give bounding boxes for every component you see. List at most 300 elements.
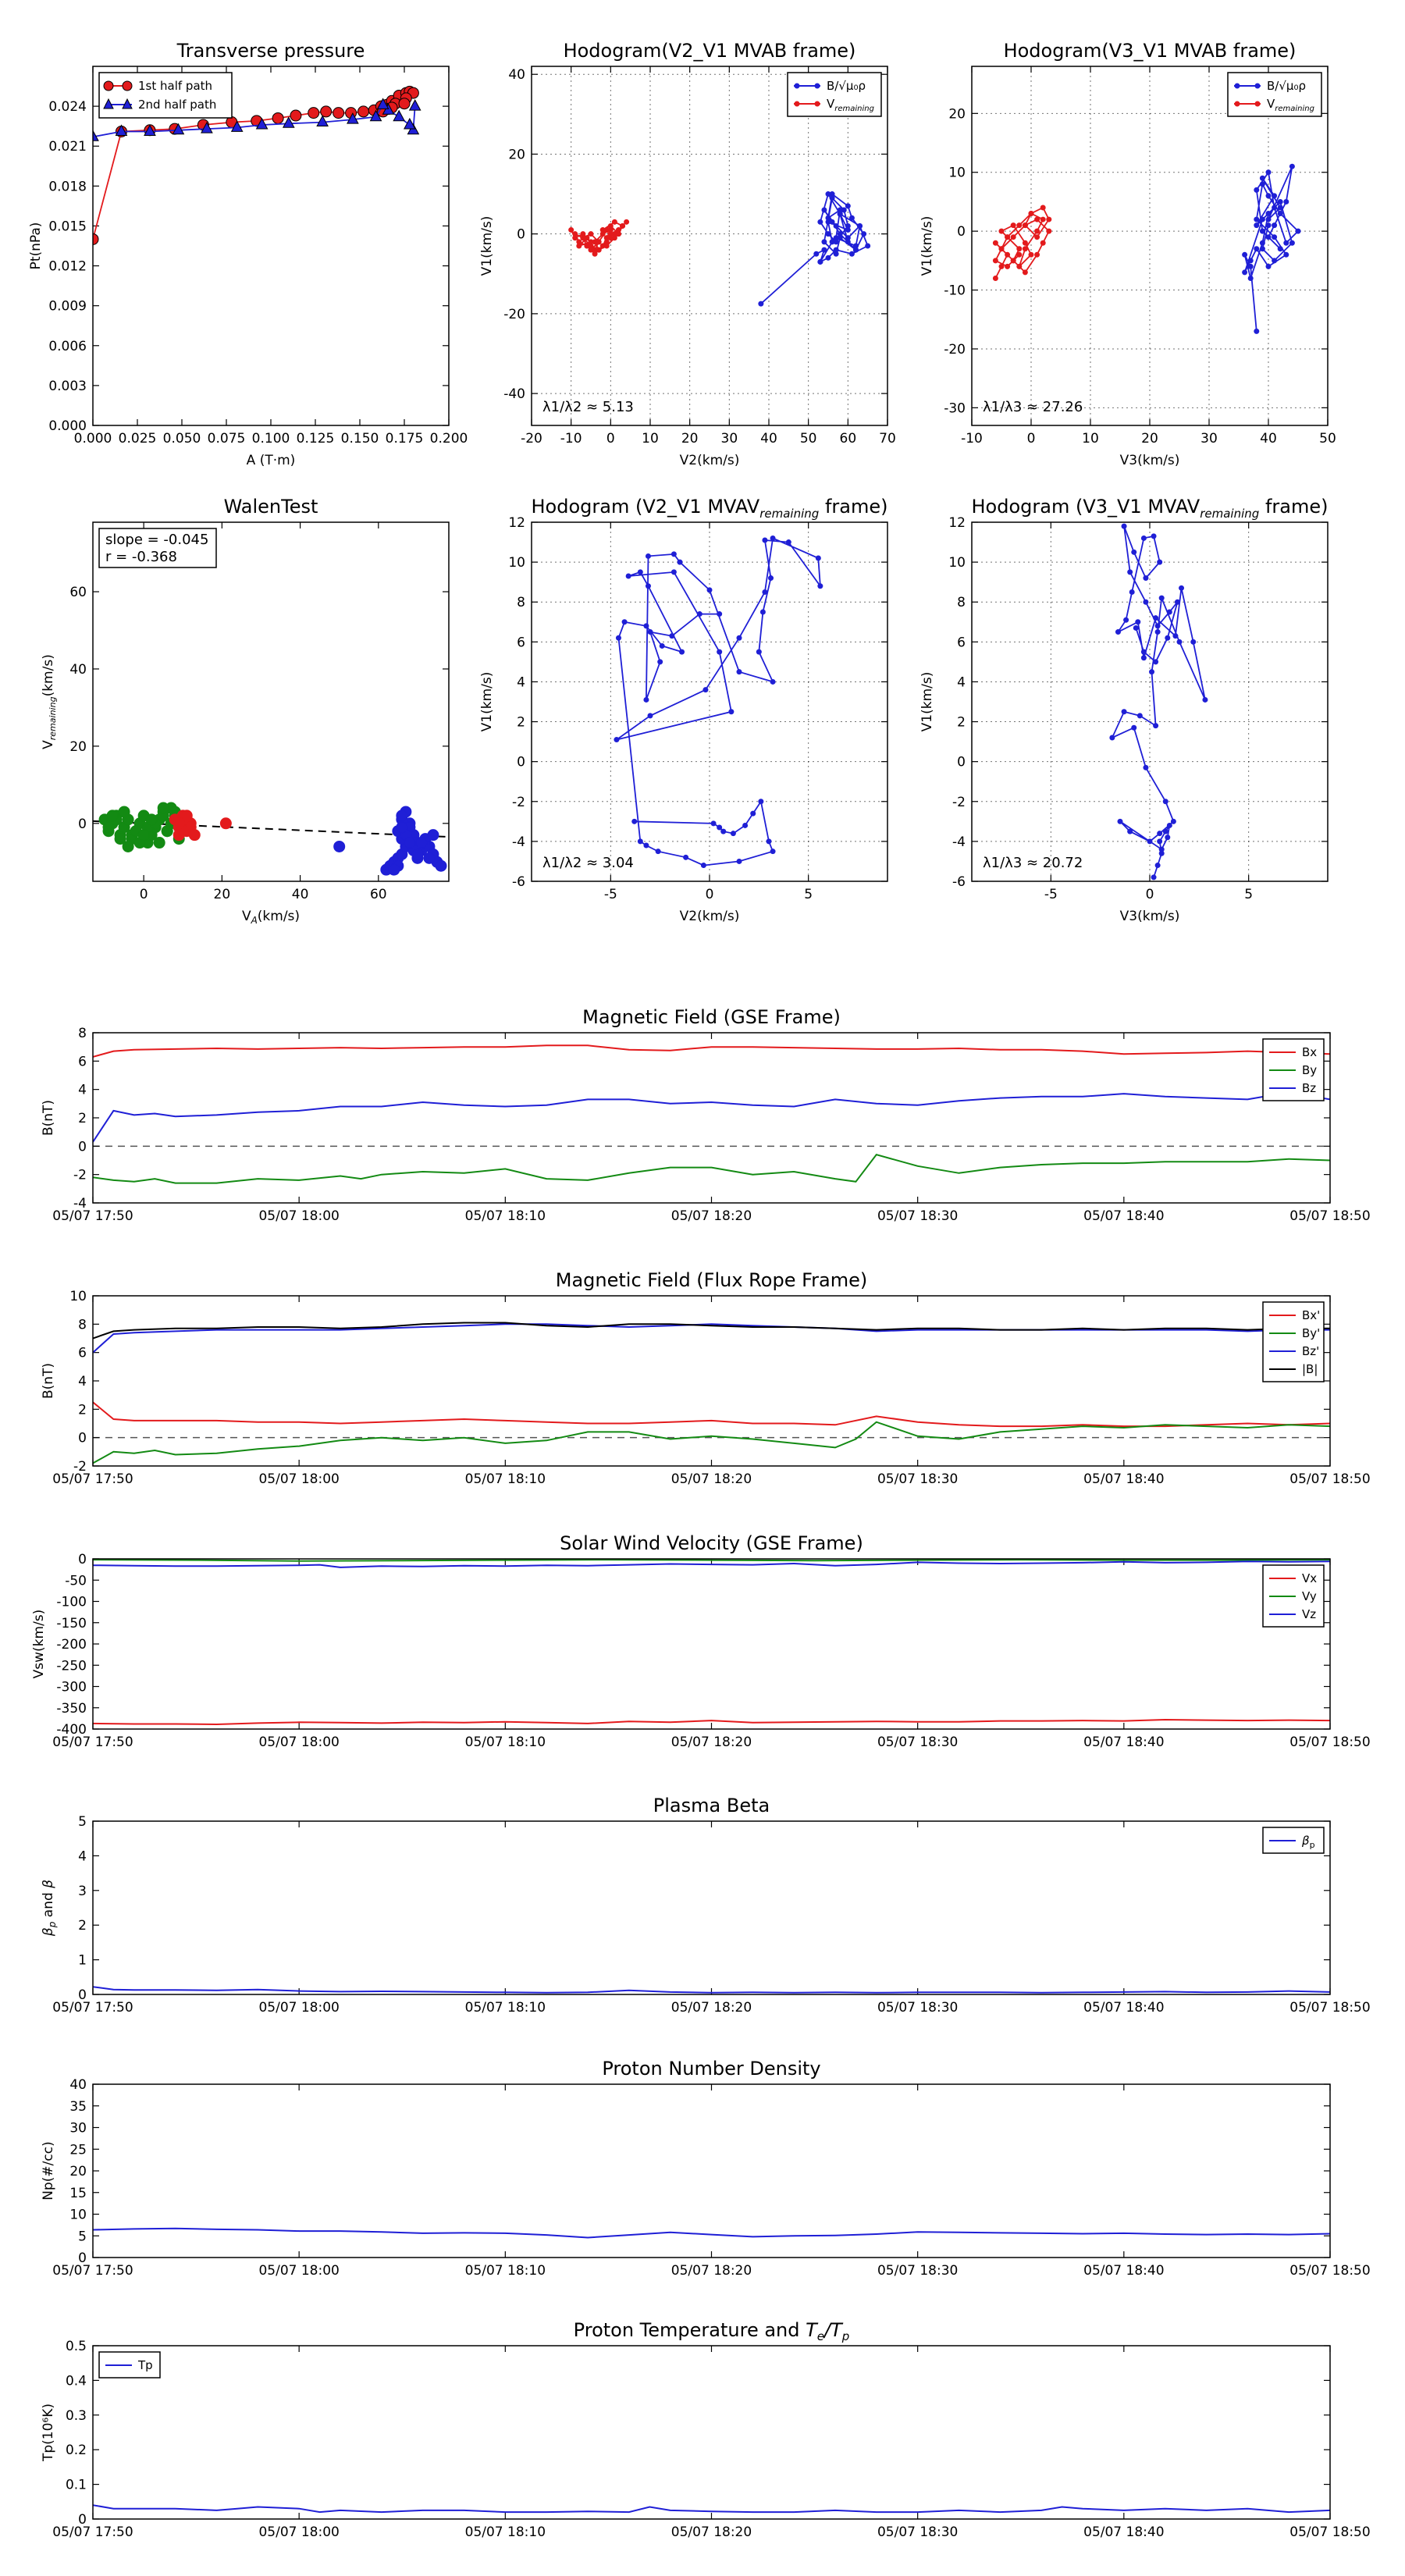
- y-tick-label: 4: [78, 1082, 87, 1098]
- data-point: [389, 864, 400, 875]
- data-point: [592, 251, 598, 257]
- data-point: [334, 841, 345, 852]
- x-tick-label: 05/07 18:30: [877, 2524, 959, 2540]
- data-point: [657, 659, 663, 664]
- data-point: [1141, 649, 1147, 655]
- data-point: [999, 229, 1005, 234]
- data-point: [1023, 246, 1028, 251]
- legend-label: Bz': [1302, 1344, 1320, 1358]
- data-point: [1155, 863, 1161, 868]
- legend-label: By': [1302, 1326, 1321, 1340]
- data-point: [1023, 240, 1028, 246]
- data-point: [1157, 831, 1162, 836]
- y-axis-label: Vsw(km/s): [31, 1609, 47, 1679]
- data-point: [834, 247, 839, 253]
- data-point: [1254, 187, 1259, 193]
- data-point: [643, 697, 649, 703]
- x-tick-label: 70: [879, 431, 896, 447]
- data-point: [1254, 329, 1259, 334]
- x-tick-label: 05/07 18:20: [670, 2263, 752, 2279]
- legend-label: By: [1302, 1063, 1318, 1077]
- x-tick-label: 05/07 18:10: [464, 2524, 546, 2540]
- x-tick-label: 5: [1244, 887, 1254, 902]
- y-tick-label: 2: [78, 1111, 87, 1126]
- chart-title: Hodogram (V2_V1 $MVAV_{remaining}$ frame): [531, 496, 888, 521]
- y-tick-label: 4: [78, 1848, 87, 1865]
- data-point: [720, 829, 726, 834]
- legend-label: Bz: [1302, 1081, 1317, 1095]
- y-tick-label: 15: [69, 2185, 87, 2201]
- x-axis-label: V2(km/s): [679, 453, 740, 468]
- data-point: [1016, 264, 1022, 269]
- y-axis-label: B(nT): [41, 1362, 56, 1400]
- data-point: [162, 826, 173, 837]
- legend-label: $\beta_p$: [1302, 1834, 1315, 1850]
- data-point: [638, 569, 643, 575]
- data-point: [816, 556, 821, 561]
- data-point: [604, 235, 610, 240]
- data-point: [999, 264, 1005, 269]
- data-point: [683, 855, 688, 860]
- data-point: [612, 231, 617, 237]
- y-tick-label: 12: [508, 515, 525, 531]
- x-tick-label: 10: [642, 431, 659, 447]
- data-point: [1153, 723, 1158, 728]
- x-tick-label: 05/07 18:00: [258, 2263, 340, 2279]
- data-point: [758, 799, 763, 804]
- data-point: [834, 223, 839, 229]
- data-point: [1143, 575, 1148, 581]
- data-point: [1278, 205, 1283, 210]
- x-axis-label: A (T·m): [246, 453, 296, 468]
- data-point: [1157, 560, 1162, 565]
- x-tick-label: -5: [603, 887, 617, 902]
- chart-title: Plasma Beta: [653, 1795, 770, 1816]
- data-point: [1167, 823, 1172, 828]
- data-point: [1127, 569, 1133, 575]
- data-point: [1129, 589, 1135, 595]
- data-point: [702, 687, 708, 692]
- data-point: [1118, 819, 1123, 824]
- data-point: [1155, 623, 1161, 628]
- data-point: [717, 825, 722, 831]
- y-axis-label: V1(km/s): [919, 215, 935, 276]
- legend-marker: [1235, 101, 1240, 107]
- data-point: [817, 259, 823, 265]
- data-point: [576, 239, 582, 244]
- y-tick-label: 6: [78, 1345, 87, 1361]
- x-tick-label: 0.100: [251, 431, 290, 447]
- data-point: [568, 227, 574, 233]
- y-tick-label: 8: [517, 595, 525, 611]
- data-point: [671, 551, 677, 557]
- data-point: [1151, 874, 1157, 880]
- data-point: [1143, 600, 1148, 605]
- legend: [1263, 1302, 1324, 1382]
- y-tick-label: 60: [69, 585, 87, 601]
- data-point: [845, 223, 851, 229]
- data-point: [1023, 269, 1028, 275]
- y-tick-label: 30: [69, 2120, 87, 2137]
- series-line-B/√μ₀ρ: [1245, 166, 1298, 331]
- x-tick-label: 0: [1026, 431, 1036, 447]
- axes-frame: [93, 2084, 1330, 2258]
- eigen-ratio-annotation: λ1/λ2 ≈ 5.13: [542, 399, 634, 415]
- data-point: [1147, 838, 1153, 844]
- data-point: [290, 110, 301, 121]
- data-point: [1163, 829, 1168, 834]
- data-point: [1171, 819, 1176, 824]
- y-tick-label: 1: [78, 1952, 87, 1969]
- data-point: [845, 235, 851, 240]
- axes-frame: [93, 1296, 1330, 1466]
- data-point: [760, 610, 766, 615]
- data-point: [1248, 276, 1254, 281]
- x-tick-label: 05/07 18:50: [1289, 1735, 1371, 1750]
- data-point: [622, 619, 628, 624]
- legend-marker: [795, 84, 800, 89]
- x-tick-label: 05/07 18:50: [1289, 2263, 1371, 2279]
- data-point: [646, 553, 651, 559]
- x-tick-label: -10: [961, 431, 983, 447]
- x-tick-label: 05/07 18:00: [258, 1208, 340, 1224]
- data-point: [1260, 181, 1265, 187]
- data-point: [1155, 629, 1161, 635]
- data-point: [1260, 176, 1265, 181]
- data-point: [404, 838, 415, 849]
- data-point: [1153, 615, 1158, 621]
- y-axis-label: Tp(10⁶K): [41, 2403, 56, 2462]
- y-tick-label: 20: [948, 106, 966, 123]
- data-point: [436, 860, 446, 871]
- legend-marker: [1255, 84, 1261, 89]
- legend-marker: [815, 84, 820, 89]
- data-point: [1029, 211, 1034, 216]
- data-point: [1005, 264, 1010, 269]
- data-point: [728, 709, 734, 714]
- legend-label: Tp: [138, 2358, 153, 2372]
- y-tick-label: 0: [78, 2250, 87, 2266]
- data-point: [697, 611, 702, 617]
- data-point: [173, 818, 184, 829]
- data-point: [1011, 234, 1016, 240]
- y-tick-label: -30: [944, 400, 966, 417]
- data-point: [631, 819, 637, 824]
- y-tick-label: 0.5: [65, 2339, 87, 2354]
- panel-bfr: [41, 1269, 1371, 1487]
- y-tick-label: 0.2: [65, 2443, 87, 2459]
- data-point: [1283, 240, 1289, 246]
- data-point: [830, 219, 835, 225]
- x-tick-label: 05/07 18:10: [464, 1471, 546, 1487]
- data-point: [1283, 252, 1289, 258]
- data-point: [643, 623, 649, 628]
- data-point: [589, 244, 594, 249]
- plot-area-walen: [93, 802, 449, 875]
- data-point: [1260, 246, 1265, 251]
- data-point: [701, 863, 706, 868]
- y-tick-label: -2: [512, 794, 525, 810]
- y-tick-label: 10: [948, 165, 966, 181]
- data-point: [646, 583, 651, 589]
- x-tick-label: 0: [606, 431, 615, 447]
- y-tick-label: 20: [69, 738, 87, 755]
- panel-h13r: [919, 496, 1328, 924]
- plot-area-h13r: [1109, 524, 1208, 881]
- y-tick-label: 0.000: [48, 418, 87, 434]
- data-point: [999, 246, 1005, 251]
- plot-area-vsw: [93, 1560, 1330, 1724]
- data-point: [616, 635, 621, 641]
- data-point: [1172, 633, 1178, 639]
- y-tick-label: 0.4: [65, 2373, 87, 2389]
- data-point: [857, 223, 863, 229]
- data-point: [1175, 600, 1180, 605]
- x-tick-label: 30: [720, 431, 738, 447]
- x-tick-label: 0.175: [385, 431, 424, 447]
- data-point: [849, 251, 855, 257]
- data-point: [189, 830, 200, 841]
- y-tick-label: 2: [957, 714, 966, 731]
- data-point: [770, 849, 776, 854]
- data-point: [580, 235, 585, 240]
- data-point: [817, 583, 823, 589]
- data-point: [612, 219, 617, 225]
- data-point: [830, 195, 835, 201]
- chart-title: Proton Temperature and $T_e/T_p$: [573, 2319, 850, 2343]
- x-tick-label: 05/07 18:00: [258, 1471, 340, 1487]
- plot-area-tp: [93, 2505, 1330, 2512]
- y-tick-label: 0: [78, 1139, 87, 1155]
- data-point: [596, 239, 602, 244]
- y-tick-label: -100: [56, 1594, 87, 1610]
- panel-h12: [479, 40, 896, 468]
- x-tick-label: 05/07 17:50: [52, 2524, 133, 2540]
- data-point: [1157, 838, 1162, 844]
- chart-title: WalenTest: [223, 496, 318, 518]
- series-line-Vy: [93, 1560, 1330, 1561]
- x-tick-label: 10: [1082, 431, 1099, 447]
- y-tick-label: -40: [503, 386, 525, 403]
- data-point: [1272, 222, 1277, 228]
- data-point: [821, 208, 827, 213]
- x-tick-label: 05/07 18:00: [258, 2000, 340, 2016]
- y-tick-label: 10: [948, 555, 966, 571]
- data-point: [220, 818, 231, 829]
- data-point: [397, 822, 407, 833]
- y-tick-label: 2: [78, 1918, 87, 1934]
- data-point: [643, 843, 649, 849]
- data-point: [1266, 222, 1272, 228]
- data-point: [1242, 269, 1247, 275]
- data-point: [768, 575, 774, 581]
- y-tick-label: -50: [65, 1573, 87, 1589]
- data-point: [1151, 533, 1157, 539]
- data-point: [849, 215, 855, 221]
- data-point: [321, 106, 332, 117]
- y-tick-label: 4: [78, 1374, 87, 1389]
- x-tick-label: 60: [369, 887, 387, 902]
- legend-label: Bx': [1302, 1308, 1321, 1322]
- y-tick-label: 0.015: [48, 219, 87, 235]
- data-point: [596, 247, 602, 253]
- y-tick-label: 40: [508, 67, 525, 84]
- data-point: [737, 669, 742, 674]
- data-point: [826, 215, 831, 221]
- y-tick-label: -6: [952, 874, 966, 890]
- data-point: [853, 247, 859, 253]
- data-point: [656, 849, 661, 854]
- x-tick-label: 05/07 18:50: [1289, 2000, 1371, 2016]
- data-point: [1023, 222, 1028, 228]
- y-tick-label: -4: [952, 834, 966, 850]
- chart-title: Hodogram (V3_V1 $MVAV_{remaining}$ frame): [971, 496, 1329, 521]
- x-tick-label: 20: [681, 431, 699, 447]
- y-tick-label: 5: [78, 1814, 87, 1830]
- data-point: [731, 831, 736, 836]
- y-tick-label: 0.024: [48, 99, 87, 116]
- x-tick-label: 05/07 18:40: [1083, 2263, 1165, 2279]
- data-point: [838, 212, 843, 217]
- data-point: [750, 811, 756, 817]
- x-tick-label: 0.150: [340, 431, 379, 447]
- x-tick-label: 0: [705, 887, 714, 902]
- y-tick-label: 6: [957, 635, 966, 651]
- x-tick-label: 05/07 18:50: [1289, 1471, 1371, 1487]
- x-tick-label: 05/07 18:40: [1083, 1208, 1165, 1224]
- x-axis-label: $V_A(km/s)$: [241, 909, 301, 926]
- legend-label: 2nd half path: [138, 98, 217, 112]
- data-point: [1141, 535, 1147, 541]
- data-point: [1254, 222, 1259, 228]
- data-point: [416, 838, 427, 849]
- data-point: [412, 849, 423, 859]
- data-point: [1266, 193, 1272, 198]
- data-point: [1260, 217, 1265, 222]
- legend: [99, 2352, 160, 2378]
- stats-line: r = -0.368: [105, 549, 177, 565]
- data-point: [358, 106, 369, 117]
- data-point: [138, 830, 149, 841]
- y-axis-label: V1(km/s): [479, 215, 495, 276]
- data-point: [1127, 829, 1133, 834]
- legend: [1228, 73, 1321, 116]
- x-tick-label: 05/07 18:40: [1083, 2000, 1165, 2016]
- legend-label: Vy: [1302, 1589, 1317, 1603]
- chart-title: Hodogram(V2_V1 MVAB frame): [563, 40, 856, 62]
- x-tick-label: -5: [1044, 887, 1058, 902]
- data-point: [1034, 217, 1040, 222]
- data-point: [1266, 169, 1272, 175]
- x-tick-label: 30: [1200, 431, 1218, 447]
- data-point: [1242, 252, 1247, 258]
- data-point: [428, 830, 439, 841]
- panel-pt: [28, 40, 468, 468]
- y-tick-label: 25: [69, 2142, 87, 2158]
- y-tick-label: -2: [952, 794, 966, 810]
- data-point: [821, 239, 827, 244]
- data-point: [272, 112, 283, 123]
- data-point: [1165, 834, 1170, 840]
- y-tick-label: -350: [56, 1700, 87, 1717]
- y-tick-label: -200: [56, 1637, 87, 1653]
- y-tick-label: 5: [78, 2229, 87, 2245]
- axes-frame: [93, 1559, 1330, 1729]
- y-tick-label: -2: [73, 1167, 87, 1183]
- data-point: [1135, 619, 1140, 624]
- y-axis-label: B(nT): [41, 1099, 56, 1137]
- y-tick-label: 0: [517, 754, 525, 770]
- chart-title: Transverse pressure: [176, 40, 365, 62]
- data-point: [333, 108, 344, 119]
- y-tick-label: 12: [948, 515, 966, 531]
- plot-area-bgse: [93, 1045, 1330, 1183]
- chart-title: Hodogram(V3_V1 MVAB frame): [1003, 40, 1297, 62]
- data-point: [1034, 229, 1040, 234]
- y-tick-label: 2: [78, 1402, 87, 1418]
- y-tick-label: 0.006: [48, 338, 87, 354]
- data-point: [756, 649, 762, 655]
- data-point: [1260, 240, 1265, 246]
- data-point: [993, 258, 998, 263]
- data-point: [1115, 629, 1121, 635]
- x-tick-label: 0.075: [207, 431, 246, 447]
- x-tick-label: 05/07 18:10: [464, 1208, 546, 1224]
- data-point: [1289, 240, 1295, 246]
- legend-label: Bx: [1302, 1045, 1318, 1059]
- data-point: [717, 649, 722, 655]
- x-tick-label: 05/07 18:30: [877, 2263, 959, 2279]
- data-point: [1005, 252, 1010, 258]
- eigen-ratio-annotation: λ1/λ3 ≈ 20.72: [983, 855, 1083, 871]
- chart-title: Proton Number Density: [602, 2058, 821, 2080]
- data-point: [1122, 524, 1127, 529]
- data-point: [399, 98, 410, 109]
- data-point: [107, 810, 118, 821]
- x-tick-label: 05/07 17:50: [52, 1735, 133, 1750]
- y-tick-label: 0.012: [48, 258, 87, 275]
- data-point: [841, 208, 847, 213]
- data-point: [1167, 610, 1172, 615]
- x-tick-label: 40: [1260, 431, 1277, 447]
- axes-frame: [93, 1821, 1330, 1994]
- y-tick-label: 0: [517, 226, 525, 243]
- x-tick-label: -10: [560, 431, 582, 447]
- data-point: [1278, 211, 1283, 216]
- data-point: [424, 852, 435, 863]
- y-tick-label: 0.003: [48, 378, 87, 394]
- data-point: [397, 810, 407, 821]
- data-point: [146, 814, 157, 825]
- data-point: [1123, 617, 1129, 623]
- series-line-B/√μ₀ρ: [761, 194, 868, 304]
- data-point: [1149, 669, 1154, 674]
- panel-beta: [41, 1795, 1371, 2016]
- y-tick-label: 8: [78, 1317, 87, 1333]
- legend-marker: [1255, 101, 1261, 107]
- data-point: [1248, 258, 1254, 263]
- panel-h13: [919, 40, 1336, 468]
- y-tick-label: 40: [69, 2077, 87, 2093]
- y-axis-label: V1(km/s): [919, 671, 935, 732]
- data-point: [821, 247, 827, 253]
- stats-line: slope = -0.045: [105, 532, 209, 548]
- x-tick-label: 05/07 18:30: [877, 1735, 959, 1750]
- data-point: [679, 649, 685, 655]
- data-point: [1011, 258, 1016, 263]
- x-tick-label: 05/07 18:00: [258, 2524, 340, 2540]
- plot-area-bfr: [93, 1323, 1330, 1464]
